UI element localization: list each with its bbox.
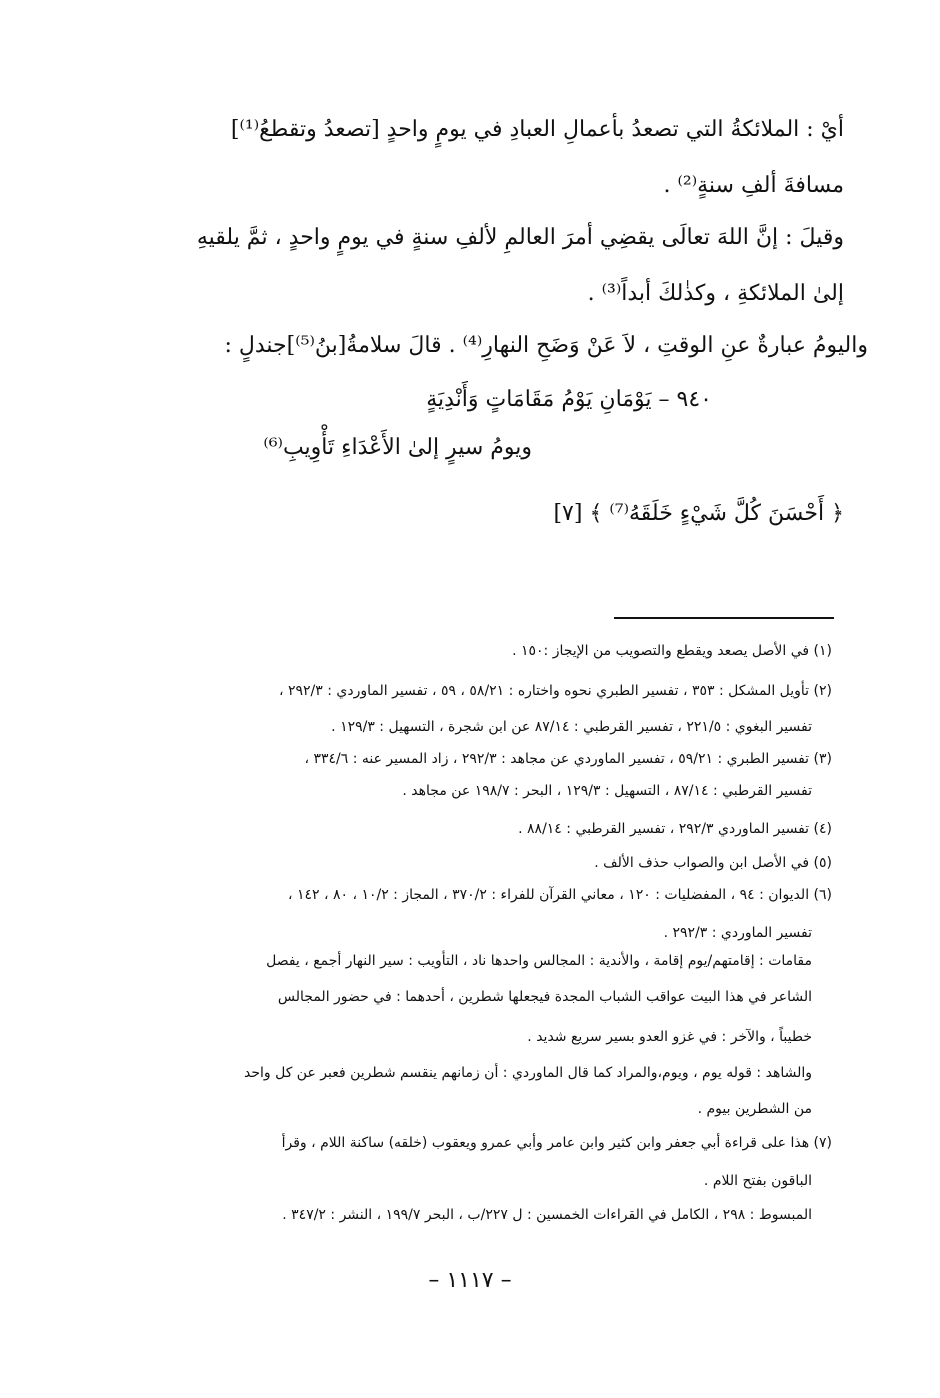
page-number: – ١١١٧ –	[428, 1268, 512, 1293]
main-line-5: واليومُ عبارةٌ عنِ الوقتِ ، لاَ عَنْ وَضَحِ النهارِ⁽⁴⁾ . قالَ سلامةُ[بنُ⁽⁵⁾]جندلٍ :	[224, 333, 868, 358]
footnote-line: تفسير الماوردي : ٢٩٢/٣ .	[663, 925, 812, 941]
verse-line-2: ويومُ سيرٍ إلىٰ الأَعْدَاءِ تَأْوِيبِ⁽⁶⁾	[263, 435, 532, 460]
footnote-separator	[614, 617, 834, 619]
footnote-line: (٦) الديوان : ٩٤ ، المفضليات : ١٢٠ ، معاني القرآن للفراء : ٣٧٠/٢ ، المجاز : ١٠/٢ ، ٨٠ ، ١٤٢ ،	[288, 887, 832, 903]
main-line-3: وقيلَ : إنَّ اللهَ تعالَى يقضِي أمرَ العالمِ لألفِ سنةٍ في يومٍ واحدٍ ، ثمَّ يلقيهِ	[196, 225, 844, 250]
footnote-line: تفسير البغوي : ٢٢١/٥ ، تفسير القرطبي : ٨٧/١٤ عن ابن شجرة ، التسهيل : ١٢٩/٣ .	[331, 719, 812, 735]
footnote-line: (١) في الأصل يصعد ويقطع والتصويب من الإيجاز :١٥٠ .	[512, 643, 832, 659]
footnote-line: (٧) هذا على قراءة أبي جعفر وابن كثير وابن عامر وأبي عمرو ويعقوب (خلقه) ساكنة اللام ، وقرأ	[281, 1135, 832, 1151]
footnote-line: مقامات : إقامتهم/يوم إقامة ، والأندية : المجالس واحدها ناد ، التأويب : سير النهار أجمع ، يفصل	[266, 953, 812, 969]
footnote-line: (٤) تفسير الماوردي ٢٩٢/٣ ، تفسير القرطبي : ٨٨/١٤ .	[518, 821, 832, 837]
footnote-line: والشاهد : قوله يوم ، ويوم،والمراد كما قال الماوردي : أن زمانهم ينقسم شطرين فعبر عن كل واحد	[243, 1065, 812, 1081]
main-line-1: أيْ : الملائكةُ التي تصعدُ بأعمالِ العبادِ في يومٍ واحدٍ [تصعدُ وتقطعُ⁽¹⁾]	[230, 117, 844, 142]
main-line-2: مسافةَ ألفِ سنةٍ⁽²⁾ .	[663, 173, 844, 198]
footnote-line: تفسير القرطبي : ٨٧/١٤ ، التسهيل : ١٢٩/٣ ، البحر : ١٩٨/٧ عن مجاهد .	[402, 783, 812, 799]
footnote-line: الشاعر في هذا البيت عواقب الشباب المجدة فيجعلها شطرين ، أحدهما : في حضور المجالس	[277, 989, 812, 1005]
footnote-line: (٣) تفسير الطبري : ٥٩/٢١ ، تفسير الماوردي عن مجاهد : ٢٩٢/٣ ، زاد المسير عنه : ٣٣٤/٦ ،	[304, 751, 832, 767]
footnote-line: من الشطرين بيوم .	[697, 1101, 812, 1117]
footnote-line: المبسوط : ٢٩٨ ، الكامل في القراءات الخمسين : ل ٢٢٧/ب ، البحر ١٩٩/٧ ، النشر : ٣٤٧/٢ .	[282, 1207, 812, 1223]
verse-line-1: ٩٤٠ – يَوْمَانِ يَوْمُ مَقَامَاتٍ وَأَنْدِيَةٍ	[426, 387, 712, 412]
footnote-line: (٥) في الأصل ابن والصواب حذف الألف .	[594, 855, 832, 871]
footnote-line: الباقون بفتح اللام .	[703, 1173, 812, 1189]
quran-verse: ﴿ أَحْسَنَ كُلَّ شَيْءٍ خَلَقَهُ⁽⁷⁾ ﴾ [٧]	[553, 501, 844, 526]
main-line-4: إلىٰ الملائكةِ ، وكذٰلكَ أبداً⁽³⁾ .	[587, 281, 844, 306]
footnote-line: خطيباً ، والآخر : في غزو العدو بسير سريع شديد .	[527, 1029, 812, 1045]
footnote-line: (٢) تأويل المشكل : ٣٥٣ ، تفسير الطبري نحوه واختاره : ٥٨/٢١ ، ٥٩ ، تفسير الماوردي : ٢٩٢/٣ ،	[279, 683, 832, 699]
